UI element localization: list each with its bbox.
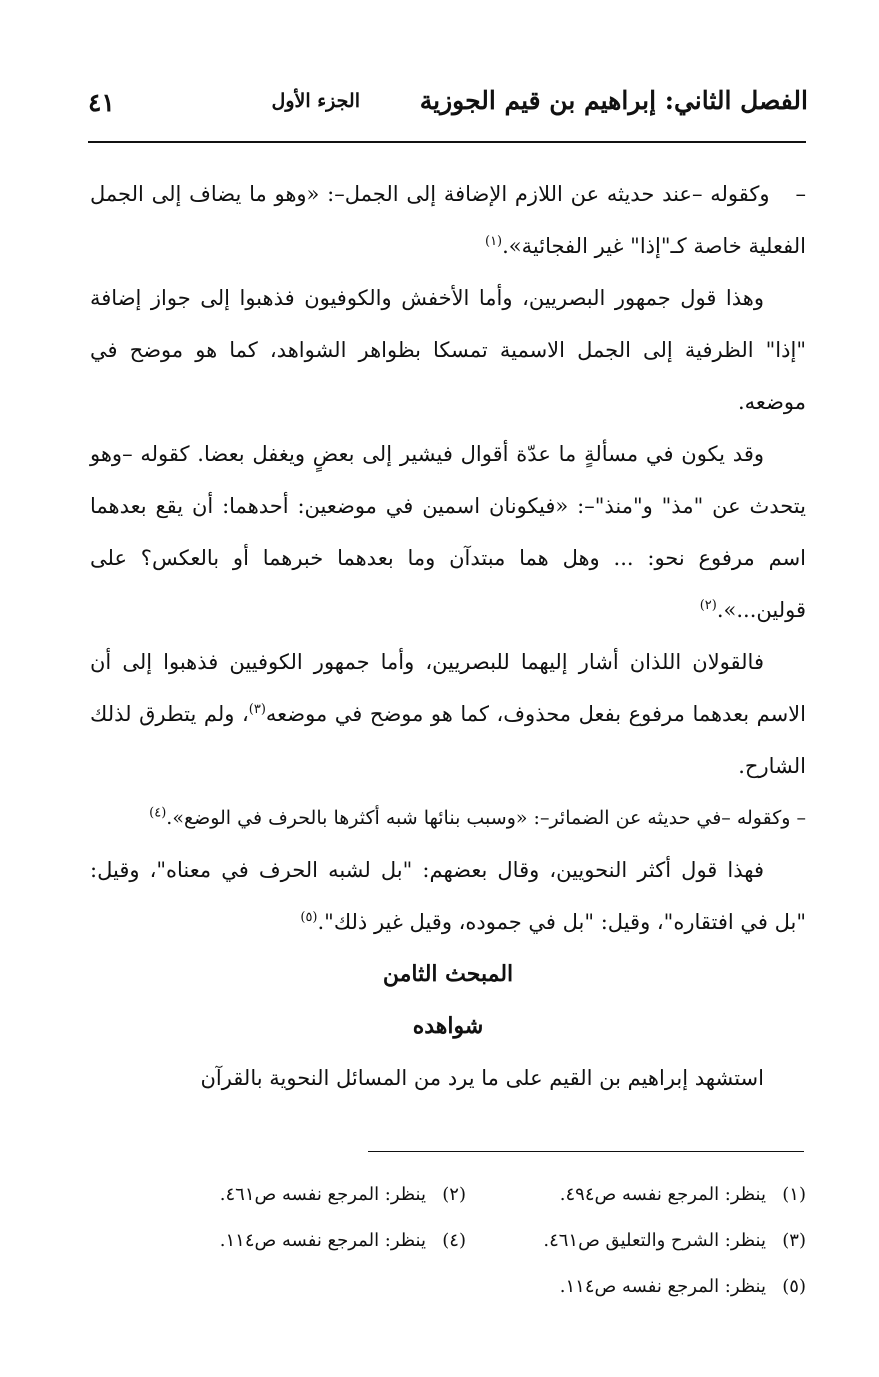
paragraph-4-text-b: ، ولم يتطرق لذلك الشارح. <box>90 702 806 778</box>
footnote-3 <box>466 1218 806 1264</box>
footnote-ref-3: (٣) <box>248 702 266 717</box>
section-heading: المبحث الثامن <box>382 961 514 987</box>
page-number: ٤١ <box>88 88 115 117</box>
paragraph-4 <box>90 636 806 792</box>
footnote-ref-5: (٥) <box>300 910 318 925</box>
footnote-1 <box>466 1172 806 1218</box>
section-subheading: شواهده <box>412 1013 484 1039</box>
paragraph-1 <box>90 168 806 272</box>
footnote-number: (٣) <box>782 1230 806 1251</box>
part-label: الجزء الأول <box>271 90 360 112</box>
header-rule <box>88 141 806 143</box>
footnote-text: ينظر: المرجع نفسه ص٤٩٤. <box>559 1184 766 1205</box>
paragraph-1-text: وكقوله –عند حديثه عن اللازم الإضافة إلى الجمل–: «وهو ما يضاف إلى الجمل الفعلية خاصة كـ"إذا" غير الفجائية». <box>90 182 806 258</box>
paragraph-5-text: – وكقوله –في حديثه عن الضمائر–: «وسبب بنائها شبه أكثرها بالحرف في الوضع». <box>166 807 806 829</box>
footnote-ref-4: (٤) <box>149 805 167 821</box>
footnote-text: ينظر: المرجع نفسه ص١١٤. <box>559 1276 766 1297</box>
footnote-text: ينظر: الشرح والتعليق ص٤٦١. <box>543 1230 766 1251</box>
paragraph-6-text: فهذا قول أكثر النحويين، وقال بعضهم: "بل لشبه الحرف في معناه"، وقيل: "بل في افتقاره"، وقيل: "بل في جموده، وقيل غير ذلك". <box>90 858 806 934</box>
footnote-row <box>120 1172 806 1218</box>
paragraph-2: وهذا قول جمهور البصريين، وأما الأخفش والكوفيون فذهبوا إلى جواز إضافة "إذا" الظرفية إلى الجمل الاسمية تمسكا بظواهر الشواهد، كما هو موضح في موضعه. <box>90 286 806 414</box>
paragraph-5 <box>90 792 806 844</box>
footnote-number: (٤) <box>442 1230 466 1251</box>
paragraph-4-text-a: فالقولان اللذان أشار إليهما للبصريين، وأما جمهور الكوفيين فذهبوا إلى أن الاسم بعدهما مرفوع بفعل محذوف، كما هو موضح في موضعه <box>90 650 806 726</box>
paragraph-6 <box>90 844 806 948</box>
running-header <box>88 82 808 132</box>
footnote-row <box>120 1264 806 1310</box>
footnote-ref-1: (١) <box>484 234 503 249</box>
body-text <box>90 168 806 1104</box>
footnote-5 <box>466 1264 806 1310</box>
footnote-separator <box>368 1151 804 1152</box>
footnote-number: (٥) <box>782 1276 806 1297</box>
footnote-text: ينظر: المرجع نفسه ص٤٦١. <box>219 1184 426 1205</box>
footnote-number: (٢) <box>442 1184 466 1205</box>
paragraph-3 <box>90 428 806 636</box>
chapter-title: الفصل الثاني: إبراهيم بن قيم الجوزية <box>419 86 808 115</box>
footnote-number: (١) <box>782 1184 806 1205</box>
paragraph-7: استشهد إبراهيم بن القيم على ما يرد من المسائل النحوية بالقرآن <box>200 1066 764 1090</box>
footnote-4 <box>126 1218 466 1264</box>
footnote-2 <box>126 1172 466 1218</box>
paragraph-3-text: وقد يكون في مسألةٍ ما عدّة أقوال فيشير إلى بعضٍ ويغفل بعضا. كقوله –وهو يتحدث عن "مذ" و"منذ"–: «فيكونان اسمين في موضعين: أحدهما: أن يقع بعدهما اسم مرفوع نحو: ... وهل هما مبتدآن وما بعدهما خبرهما أو بالعكس؟ على قولين...». <box>90 442 806 622</box>
footnotes <box>120 1172 806 1310</box>
footnote-ref-2: (٢) <box>699 598 717 613</box>
footnote-row <box>120 1218 806 1264</box>
list-dash: – <box>795 182 806 206</box>
footnote-text: ينظر: المرجع نفسه ص١١٤. <box>219 1230 426 1251</box>
